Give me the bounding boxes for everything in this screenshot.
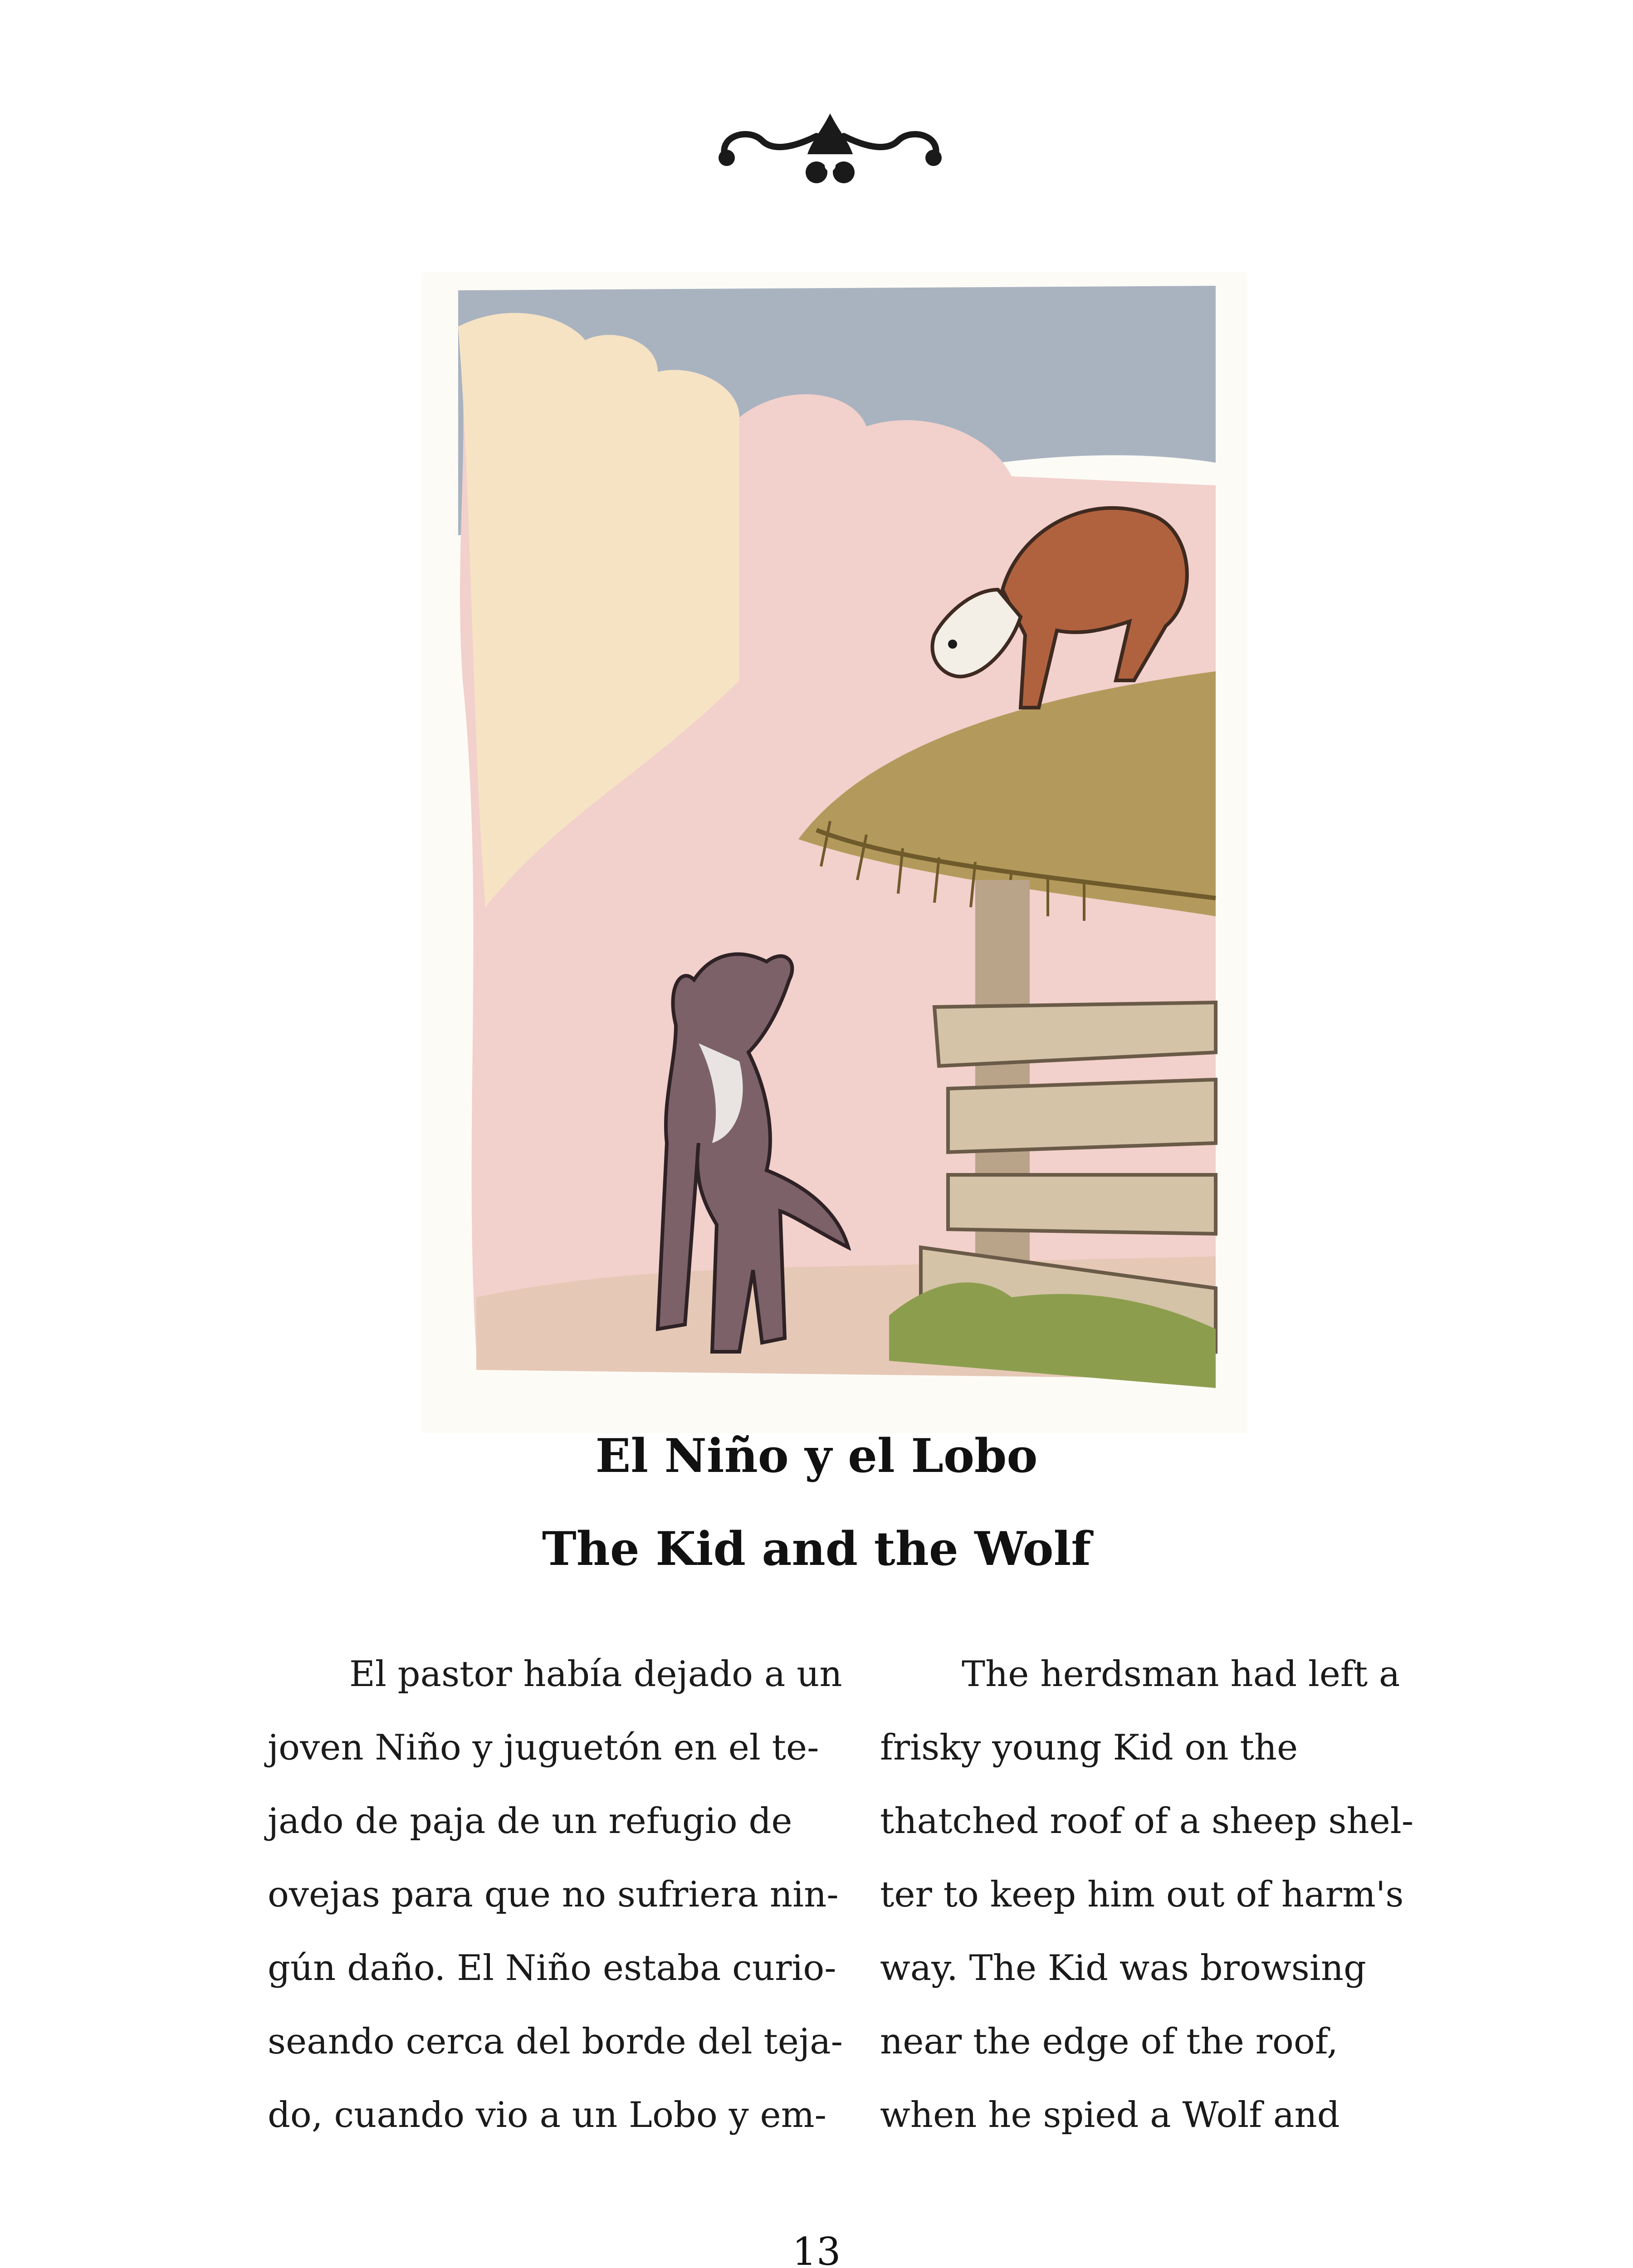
- text-line: ovejas para que no sufriera nin-: [268, 1874, 839, 1915]
- text-line: do, cuando vio a un Lobo y em-: [268, 2095, 826, 2136]
- illustration-kid-and-wolf: [422, 272, 1247, 1433]
- text-line: near the edge of the roof,: [880, 2021, 1338, 2062]
- text-line: gún daño. El Niño estaba curio-: [268, 1948, 836, 1989]
- scroll-flourish-icon: [699, 104, 962, 195]
- text-line: El pastor había dejado a un: [349, 1654, 842, 1695]
- english-text-column: [880, 1637, 1452, 2152]
- text-line: frisky young Kid on the: [880, 1727, 1298, 1768]
- page-number: 13: [792, 2229, 841, 2268]
- text-line: seando cerca del borde del teja-: [268, 2021, 843, 2062]
- title-english: The Kid and the Wolf: [542, 1522, 1091, 1576]
- text-line: The herdsman had left a: [962, 1654, 1400, 1695]
- text-line: jado de paja de un refugio de: [268, 1801, 792, 1842]
- text-line: thatched roof of a sheep shel-: [880, 1801, 1414, 1842]
- spanish-text-column: [268, 1637, 843, 2152]
- text-line: ter to keep him out of harm's: [880, 1874, 1404, 1915]
- text-line: when he spied a Wolf and: [880, 2095, 1340, 2136]
- text-line: joven Niño y juguetón en el te-: [268, 1727, 819, 1768]
- text-line: way. The Kid was browsing: [880, 1948, 1366, 1989]
- title-spanish: El Niño y el Lobo: [595, 1429, 1038, 1483]
